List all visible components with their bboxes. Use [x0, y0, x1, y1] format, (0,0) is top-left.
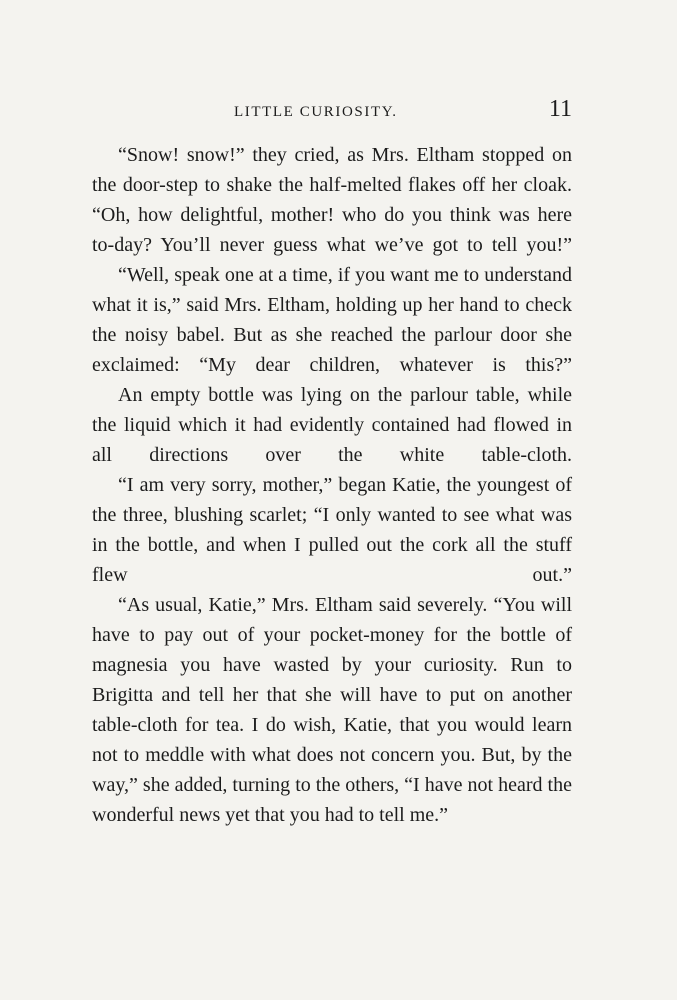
running-title: LITTLE CURIOSITY. — [234, 104, 398, 120]
running-head — [92, 96, 572, 126]
paragraph: “Snow! snow!” they cried, as Mrs. Eltham stopped on the door-step to shake the half-melted flakes off her cloak. “Oh, how delightful, mother! who do you think was here to-day? You’ll never guess what we’ve got to tell you!” — [92, 144, 572, 256]
paragraph: An empty bottle was lying on the parlour table, while the liquid which it had evidently contained had flowed in all directions over the white table-cloth. — [92, 384, 572, 466]
paragraph: “As usual, Katie,” Mrs. Eltham said severely. “You will have to pay out of your pocket-money for the bottle of magnesia you have wasted by your curiosity. Run to Brigitta and tell her that she will have to put on another table-cloth for tea. I do wish, Katie, that you would learn not to meddle with what does not concern you. But, by the way,” she added, turning to the others, “I have not heard the wonderful news yet that you had to tell me.” — [92, 594, 572, 826]
paragraph: “I am very sorry, mother,” began Katie, the youngest of the three, blushing scarlet; “I only wanted to see what was in the bottle, and when I pulled out the cork all the stuff flew out.” — [92, 474, 572, 586]
page-number: 11 — [548, 96, 572, 122]
body-text — [92, 140, 572, 830]
paragraph: “Well, speak one at a time, if you want me to understand what it is,” said Mrs. Eltham, holding up her hand to check the noisy babel. But as she reached the parlour door she exclaimed: “My dear children, whatever is this?” — [92, 264, 572, 376]
